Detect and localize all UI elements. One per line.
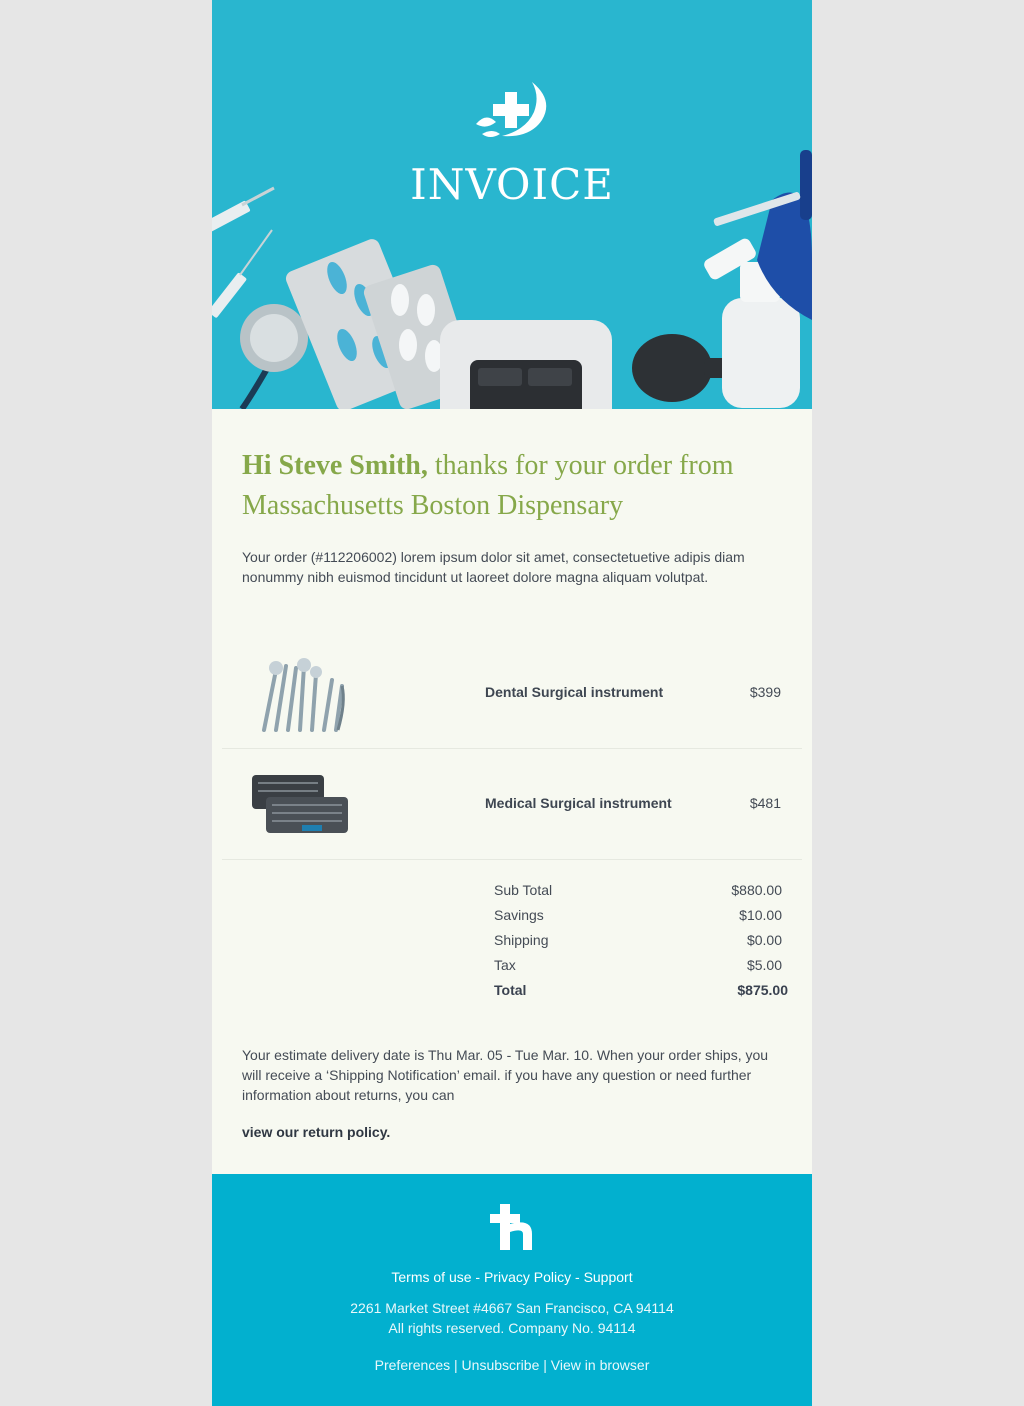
- pump-bulb-image: [632, 334, 734, 402]
- support-link[interactable]: Support: [583, 1269, 633, 1285]
- product-price: $481: [749, 795, 781, 811]
- terms-link[interactable]: Terms of use: [391, 1269, 472, 1285]
- view-in-browser-link[interactable]: View in browser: [550, 1357, 650, 1373]
- totals-label: Sub Total: [494, 882, 553, 898]
- delivery-info-text: Your estimate delivery date is Thu Mar. 05 - Tue Mar. 10. When your order ships, you will receive a ‘Shipping Notification’ email. if you have any question or need further information about returns, you can: [242, 1047, 769, 1103]
- order-totals: [494, 882, 788, 1007]
- totals-value: $10.00: [739, 907, 782, 923]
- product-name: Dental Surgical instrument: [485, 684, 664, 700]
- totals-value: $5.00: [746, 957, 782, 973]
- totals-label: Shipping: [494, 932, 549, 948]
- totals-label: Tax: [494, 957, 516, 973]
- link-separator: -: [471, 1269, 484, 1285]
- return-policy-link[interactable]: view our return policy.: [242, 1124, 391, 1140]
- dental-instruments-image: [242, 652, 354, 732]
- order-intro-text: Your order (#112206002) lorem ipsum dolor sit amet, consectetuetive adipis diam nonummy nibh euismod tincidunt ut laoreet dolore magna aliquam volutpat.: [242, 549, 745, 585]
- invoice-title: INVOICE: [410, 160, 614, 209]
- product-row: [222, 749, 802, 860]
- totals-label: Total: [494, 982, 527, 998]
- email-card: [212, 0, 812, 1406]
- totals-row-tax: [494, 957, 784, 982]
- company-address: [212, 1298, 812, 1338]
- totals-row-subtotal: [494, 882, 784, 907]
- privacy-link[interactable]: Privacy Policy: [483, 1269, 572, 1285]
- hero-banner: [212, 0, 812, 409]
- totals-value: $0.00: [746, 932, 782, 948]
- totals-value: $875.00: [737, 982, 788, 998]
- link-separator: -: [571, 1269, 584, 1285]
- totals-label: Savings: [494, 907, 544, 923]
- surgical-tray-image: [242, 769, 354, 839]
- address-line: 2261 Market Street #4667 San Francisco, CA 94114: [350, 1300, 674, 1316]
- greeting-text: thanks for your order from Massachusetts Boston Dispensary: [242, 450, 734, 521]
- customer-name: Hi Steve Smith,: [242, 450, 428, 481]
- totals-row-total: [494, 982, 788, 1007]
- totals-row-savings: [494, 907, 784, 932]
- stethoscope-image: [240, 304, 308, 409]
- totals-value: $880.00: [731, 882, 782, 898]
- preferences-link[interactable]: Preferences: [374, 1357, 451, 1373]
- product-row: [222, 638, 802, 749]
- footer-links: [212, 1269, 812, 1285]
- brand-cross-logo-icon: [490, 1204, 534, 1250]
- product-name: Medical Surgical instrument: [485, 795, 672, 811]
- blood-pressure-monitor-image: [440, 320, 612, 409]
- rights-line: All rights reserved. Company No. 94114: [388, 1320, 636, 1336]
- medical-cross-leaf-icon: [472, 78, 552, 140]
- greeting-heading: [242, 446, 782, 526]
- email-preferences: Preferences | Unsubscribe | View in browser: [374, 1357, 650, 1373]
- footer: [212, 1174, 812, 1406]
- totals-row-shipping: [494, 932, 784, 957]
- product-price: $399: [749, 684, 781, 700]
- unsubscribe-link[interactable]: Unsubscribe: [461, 1357, 540, 1373]
